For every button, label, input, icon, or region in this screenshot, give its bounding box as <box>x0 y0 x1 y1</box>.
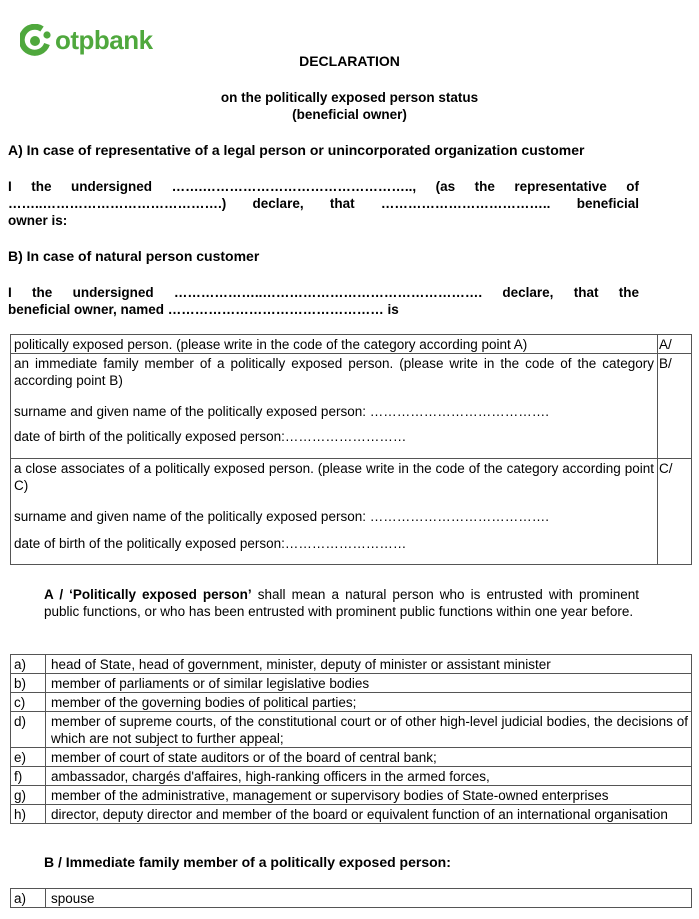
table-row <box>11 674 692 693</box>
table-row <box>11 786 692 805</box>
section-a-heading: A) In case of representative of a legal person or unincorporated organization customer <box>8 142 585 158</box>
definition-a <box>44 586 639 620</box>
pep-dob-field[interactable]: date of birth of the politically exposed person:……………………… <box>14 536 407 551</box>
category-value: member of the governing bodies of political parties; <box>46 693 692 712</box>
category-key: f) <box>11 767 46 786</box>
status-code: C/ <box>658 459 692 565</box>
category-key: a) <box>11 655 46 674</box>
category-value: member of court of state auditors or of the board of central bank; <box>46 748 692 767</box>
table-row <box>11 767 692 786</box>
category-key: g) <box>11 786 46 805</box>
section-b-line-2: beneficial owner, named ………………………………………… is <box>8 302 399 317</box>
pep-name-field[interactable]: surname and given name of the politically exposed person: …………………………………. <box>14 404 549 419</box>
section-b-line-1: I the undersigned ………………..…………………………………………. declare, that the <box>8 285 639 300</box>
table-row <box>11 712 692 748</box>
category-value: member of parliaments or of similar legislative bodies <box>46 674 692 693</box>
category-key: b) <box>11 674 46 693</box>
category-value: member of the administrative, management or supervisory bodies of State-owned enterprises <box>46 786 692 805</box>
status-row <box>11 335 692 354</box>
section-b-statement <box>8 284 639 318</box>
otp-logo-icon <box>20 24 52 56</box>
document-title: DECLARATION <box>299 53 400 69</box>
document-subtitle: on the politically exposed person status <box>220 90 479 105</box>
status-code: B/ <box>658 354 692 459</box>
status-row <box>11 354 692 459</box>
section-a-statement <box>8 178 639 229</box>
otp-bank-logo <box>20 24 153 56</box>
table-row <box>11 693 692 712</box>
section-b-heading: B) In case of natural person customer <box>8 248 260 264</box>
section-a-line-3: owner is: <box>8 213 68 228</box>
pep-name-field[interactable]: surname and given name of the politically exposed person: …………………………………. <box>14 509 549 524</box>
category-key: h) <box>11 805 46 824</box>
document-subtitle-beneficial: (beneficial owner) <box>292 107 407 122</box>
category-value: spouse <box>46 889 692 908</box>
status-table <box>10 334 692 565</box>
definition-a-term: A / ‘Politically exposed person’ <box>44 587 252 602</box>
definition-a-text: shall mean a natural person who is entrusted with prominent public functions, or who has been entrusted with prominent public functions within one year before. <box>44 587 639 619</box>
category-key: d) <box>11 712 46 748</box>
status-text: an immediate family member of a politically exposed person. (please write in the code of the category according point B) <box>14 356 654 388</box>
category-key: a) <box>11 889 46 908</box>
status-text: politically exposed person. (please write in the code of the category according point A) <box>11 335 658 354</box>
category-value: ambassador, chargés d'affaires, high-ranking officers in the armed forces, <box>46 767 692 786</box>
table-row <box>11 889 692 908</box>
table-row <box>11 748 692 767</box>
category-value: head of State, head of government, minister, deputy of minister or assistant minister <box>46 655 692 674</box>
logo-wordmark: otpbank <box>55 25 153 55</box>
table-row <box>11 655 692 674</box>
categories-b-table <box>10 888 692 908</box>
status-code: A/ <box>658 335 692 354</box>
table-row <box>11 805 692 824</box>
category-value: member of supreme courts, of the constitutional court or of other high-level judicial bodies, the decisions of which are not subject to further appeal; <box>46 712 692 748</box>
section-a-line-1: I the undersigned …….……………………………………….., (as the representative of <box>8 179 639 194</box>
pep-dob-field[interactable]: date of birth of the politically exposed person:……………………… <box>14 429 407 444</box>
definition-b-heading: B / Immediate family member of a politically exposed person: <box>44 854 451 870</box>
status-row <box>11 459 692 565</box>
section-a-line-2: ……..………………………………….) declare, that ……………………………….. beneficial <box>8 196 639 211</box>
status-text: a close associates of a politically exposed person. (please write in the code of the category according point C) <box>14 461 654 493</box>
category-key: e) <box>11 748 46 767</box>
categories-a-table <box>10 654 692 824</box>
category-key: c) <box>11 693 46 712</box>
category-value: director, deputy director and member of the board or equivalent function of an international organisation <box>46 805 692 824</box>
